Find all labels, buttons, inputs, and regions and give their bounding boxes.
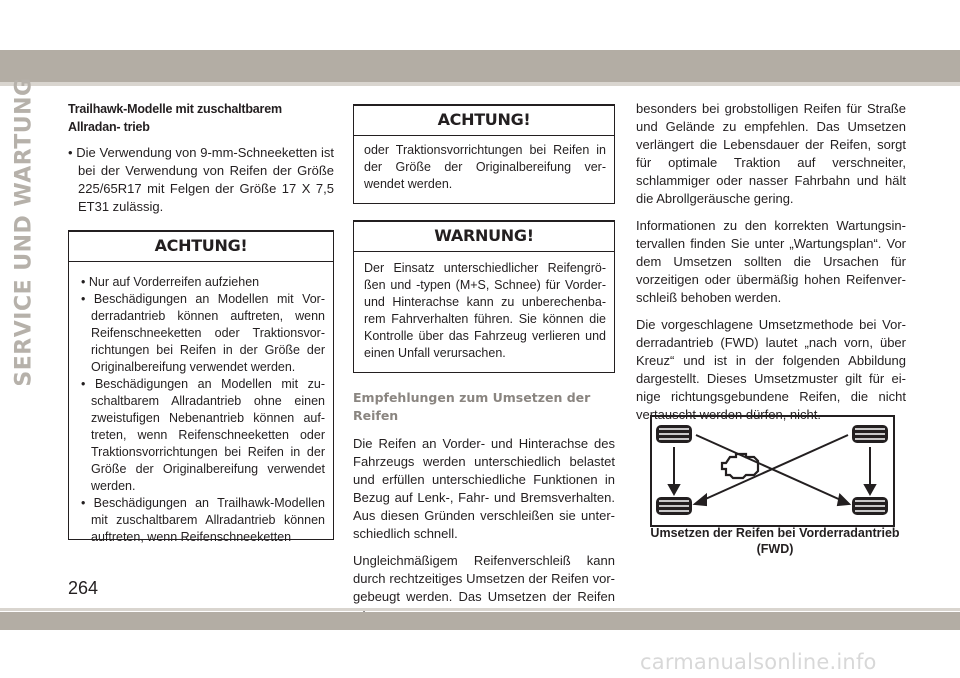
tire-rotation-diagram xyxy=(650,415,895,527)
section-heading: Empfehlungen zum Umsetzen der Reifen xyxy=(353,390,591,423)
section-side-tab-label: SERVICE UND WARTUNG xyxy=(11,77,37,387)
paragraph: besonders bei grobstolligen Reifen für Straße und Gelände zu empfehlen. Das Umsetzen verlängert die Lebensdauer der Reifen, sorgt für optimale Traktion auf verschneiter, schlammiger oder nasser Fahrbahn und hält die Abrollgeräusche gering. xyxy=(636,101,906,206)
footer-rule xyxy=(0,608,960,611)
paragraph: Ungleichmäßigem Reifenverschleiß kann durch rechtzeitiges Umsetzen der Reifen vor- gebeugt werden. Das Umsetzen der Reifen xyxy=(353,553,615,604)
section-side-tab xyxy=(2,77,46,387)
engine-icon xyxy=(722,454,758,478)
footer-bar xyxy=(0,612,960,630)
diagram-caption: Umsetzen der Reifen bei Vorderradantrieb (FWD) xyxy=(650,526,900,556)
caution-box-2-title: ACHTUNG! xyxy=(354,106,614,136)
rotation-arrows xyxy=(669,435,875,505)
caution-item: • Nur auf Vorderreifen aufziehen xyxy=(81,275,260,289)
paragraph: Informationen zu den korrekten Wartungsin- tervallen finden Sie unter „Wartungsplan“. Vor dem Umsetzen sollten die Ursachen für vorzeitigen oder übermäßig hohen Reifenver- schleiß behoben werden. xyxy=(636,218,906,305)
warning-box xyxy=(353,220,615,373)
caution-box-1-body xyxy=(69,262,333,556)
caution-box-1 xyxy=(68,230,334,544)
caution-item: • Beschädigungen an Modellen mit Vor- derradantrieb können auftreten, wenn Reifenschneeketten oder Traktionsvor- richtungen bei Reifen in der Größe der Originalbereifung verwendet werden. xyxy=(81,292,325,374)
caution-box-2 xyxy=(353,104,615,204)
warning-box-body: Der Einsatz unterschiedlicher Reifengrö- ßen und -typen (M+S, Schnee) für Vorder- und Hinterachse kann zu unberechenba- rem Fahrverhalten führen. Sie können die Kontrolle über das Fahrzeug verlieren und einen Unfall verursachen. xyxy=(364,261,606,360)
paragraph: Die Reifen an Vorder- und Hinterachse des Fahrzeugs werden unterschiedlich belastet und erfüllen unterschiedliche Funktionen in Bezug auf Lenk-, Fahr- und Bremsverhalten. Aus diesen Gründen verschleißen sie unter- schiedlich schnell. xyxy=(353,436,615,541)
column-1 xyxy=(68,100,334,544)
column-3 xyxy=(636,100,906,424)
subsection-heading: Trailhawk-Modelle mit zuschaltbarem Allradan- trieb xyxy=(68,102,282,134)
header-rule xyxy=(0,82,960,86)
header-bar xyxy=(0,50,960,82)
chain-size-bullet: • Die Verwendung von 9-mm-Schneeketten ist bei der Verwendung von Reifen der Größe 225/65R17 mit Felgen der Größe 17 X 7,5 ET31 zulässig. xyxy=(68,145,334,214)
page-number: 264 xyxy=(68,578,99,598)
caution-box-1-title: ACHTUNG! xyxy=(69,232,333,262)
column-2 xyxy=(353,104,615,624)
caution-box-2-body: oder Traktionsvorrichtungen bei Reifen in der Größe der Originalbereifung ver- wendet werden. xyxy=(364,143,606,191)
paragraph: Die vorgeschlagene Umsetzmethode bei Vor- derradantrieb (FWD) lautet „nach vorn, über Kreuz“ und ist in der folgenden Abbildung dargestellt. Dieses Umsetzmuster gilt für ei- nige richtungsgebundene Reifen, die nicht vertauscht werden dürfen, nicht. xyxy=(636,317,906,422)
watermark: carmanualsonline.info xyxy=(640,650,877,674)
warning-box-title: WARNUNG! xyxy=(354,222,614,252)
caution-item: • Beschädigungen an Trailhawk-Modellen mit zuschaltbarem Allradantrieb können auftreten, wenn Reifenschneeketten xyxy=(81,496,325,544)
caution-item: • Beschädigungen an Modellen mit zu- schaltbarem Allradantrieb ohne einen zweistufigen Nebenantrieb können auf- treten, wenn Reifenschneeketten oder Traktionsvorrichtungen bei Reifen in der Größe der Originalbereifung verwendet werden. xyxy=(81,377,325,493)
